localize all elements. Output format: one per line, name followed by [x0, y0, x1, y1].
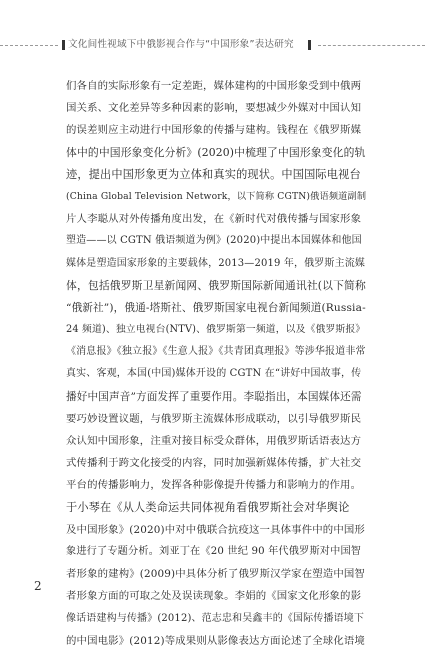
text-line: 体，包括俄罗斯卫星新闻网、俄罗斯国际新闻通讯社(以下简称: [66, 278, 366, 292]
text-line: 众认知中国形象，注重对接目标受众群体，用俄罗斯话语表达方: [66, 435, 362, 447]
text-line: 要巧妙设置议题，与俄罗斯主流媒体形成联动，以引导俄罗斯民: [66, 412, 362, 425]
text-line: 们各自的实际形象有一定差距，媒体建构的中国形象受到中俄两: [66, 80, 362, 92]
text-line: 体中的中国形象变化分析》(2020)中梳理了中国形象变化的轨: [66, 145, 366, 159]
text-line: 24 频道)、独立电视台(NTV)、俄罗斯第一频道，以及《俄罗斯报》: [66, 324, 366, 336]
page-number: 2: [34, 579, 42, 593]
text-line: 平台的传播影响力，发挥各种影像提升传播力和影响力的作用。: [66, 479, 362, 492]
running-head-rule-left: [0, 45, 58, 46]
text-line: (China Global Television Network，以下简称 CGTN)俄语频道副制: [66, 190, 367, 202]
running-head: [0, 38, 425, 52]
text-line: 者形象的建构》(2009)中具体分析了俄罗斯汉学家在塑造中国智: [66, 568, 365, 581]
text-line: 的中国电影》(2012)等成果则从影像表达方面论述了全球化语境: [66, 634, 365, 647]
text-line: 《消息报》《独立报》《生意人报》《共青团真理报》等涉华报道非常: [66, 346, 366, 358]
text-line: 者形象方面的可取之处及误读现象。李娟的《国家文化形象的影: [66, 590, 362, 603]
text-line: 国关系、文化差异等多种因素的影响，要想减少外媒对中国认知: [66, 102, 362, 115]
running-head-rule-right: [318, 45, 425, 46]
text-line: 象进行了专题分析。刘亚丁在《20 世纪 90 年代俄罗斯对中国智: [66, 545, 362, 557]
text-line: 片人李聪从对外传播角度出发，在《新时代对俄传播与国家形象: [66, 213, 362, 226]
text-line: 真实、客观，本国(中国)媒体开设的 CGTN 在“讲好中国故事，传: [66, 368, 362, 380]
text-line: 及中国形象》(2020)中对中俄联合抗疫这一具体事件中的中国形: [66, 523, 365, 536]
text-line: 式传播利于跨文化接受的内容，同时加强新媒体传播，扩大社交: [66, 457, 362, 470]
text-line: 迹，提出中国形象更为立体和真实的现状。中国国际电视台: [66, 167, 361, 181]
text-line: 媒体是塑造国家形象的主要载体，2013—2019 年，俄罗斯主流媒: [66, 257, 366, 269]
running-head-title: 文化间性视域下中俄影视合作与“中国形象”表达研究: [68, 39, 294, 50]
text-line: 塑造——以 CGTN 俄语频道为例》(2020)中提出本国媒体和他国: [66, 235, 362, 247]
text-line: 于小琴在《从人类命运共同体视角看俄罗斯社会对华舆论: [66, 500, 350, 514]
text-line: 的误差则应主动进行中国形象的传播与建构。钱程在《俄罗斯媒: [66, 124, 362, 137]
running-head-bar-left: [62, 40, 65, 50]
body-text: [66, 75, 366, 652]
text-line: 播好中国声音”方面发挥了重要作用。李聪指出，本国媒体还需: [66, 390, 362, 403]
text-line: 像话语建构与传播》(2012)、范志忠和吴鑫丰的《国际传播语境下: [66, 612, 365, 624]
running-head-bar-right: [308, 40, 311, 50]
text-line: “俄新社”)，俄通-塔斯社、俄罗斯国家电视台新闻频道(Russia-: [66, 301, 366, 314]
